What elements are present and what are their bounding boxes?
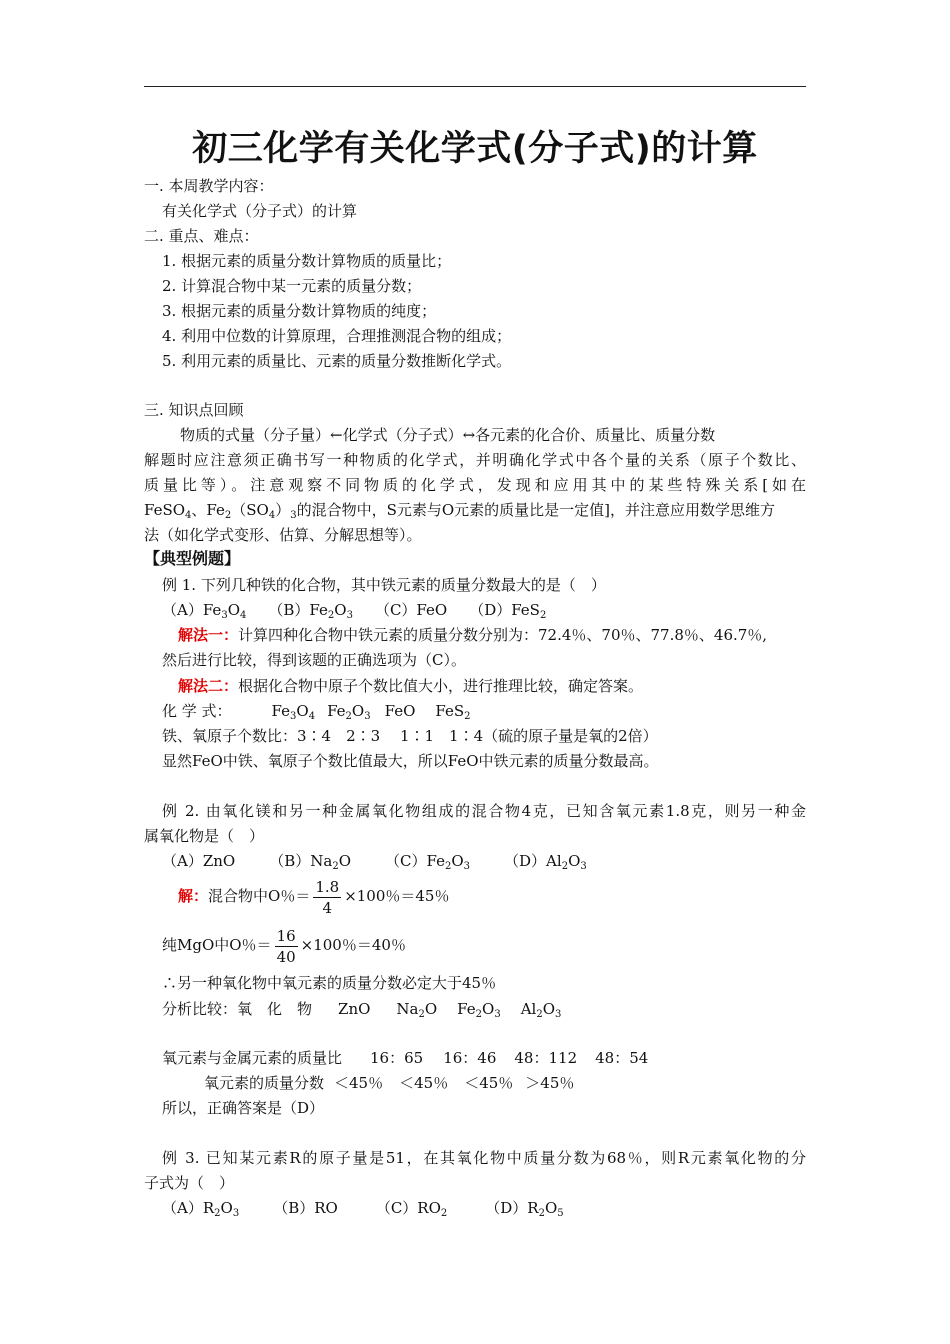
example-3-question-1: 例 3. 已知某元素R的原子量是51，在其氧化物中质量分数为68％，则R元素氧化物的分 [162,1149,806,1167]
example-2-options: （A）ZnO $(B)Na_2O$ $(C)Fe_2O_3$ $(D)Al_2O_3$ [162,852,587,872]
fraction-16-over-40: $\frac{16}{40}$ [276,926,296,966]
example-2-question-1: 例 2. 由氧化镁和另一种金属氧化物组成的混合物4克，已知含氧元素1.8克，则另一种金 [162,802,806,820]
section-2-heading: 二. 重点、难点： [144,227,259,245]
example-1-method-1-cont: 然后进行比较，得到该题的正确选项为（C）。 [162,651,466,669]
header-rule [144,86,806,87]
example-1-question: 例 1. 下列几种铁的化合物，其中铁元素的质量分数最大的是（ ） [162,576,606,594]
example-2-therefore: ∴另一种氧化物中氧元素的质量分数必定大于45％ [162,974,497,992]
example-1-ratio-row: 铁、氧原子个数比：3∶4 2∶3 1∶1 1∶4（硫的原子量是氧的2倍） [162,727,658,745]
review-line-4: FeSO$_4$、$Fe_2(SO_4)_3$的混合物中，S元素与O元素的质量比是一定值]，并注意应用数学思维方 [144,501,776,521]
example-2-question-2: 属氧化物是（ ） [144,827,265,845]
example-3-options: $(A)R_2O_3$ （B）RO $(C)RO_2$ $(D)R_2O_5$ [162,1199,564,1219]
example-2-answer: 所以，正确答案是（D） [162,1099,325,1117]
example-2-mass-fraction: 氧元素的质量分数 ＜45％ ＜45％ ＜45％ ＞45％ [204,1074,575,1092]
typical-examples-heading: 【典型例题】 [144,549,241,568]
key-point-1: 1. 根据元素的质量分数计算物质的质量比； [162,252,452,270]
review-line-1: 物质的式量（分子量）←化学式（分子式）↔各元素的化合价、质量比、质量分数 [180,426,716,444]
example-2-analysis: 分析比较：氧 化 物 ZnO $Na_2O$ $Fe_2O_3$ $Al_2O_3$ [162,1000,562,1020]
review-line-5: 法（如化学式变形、估算、分解思想等）。 [144,526,422,544]
example-2-solution-1: 解：混合物中O％＝ $\frac{1.8}{4}$ ×100％＝45％ [178,877,450,917]
section-1-heading: 一. 本周教学内容： [144,177,274,195]
example-1-method-1: 解法一：计算四种化合物中铁元素的质量分数分别为：72.4％、70％、77.8％、46.7％, [178,626,768,644]
example-2-solution-2: 纯MgO中O％＝ $\frac{16}{40}$ ×100％＝40％ [162,926,406,966]
section-1-content: 有关化学式（分子式）的计算 [162,202,358,220]
review-line-3: 质量比等）。注意观察不同物质的化学式，发现和应用其中的某些特殊关系[如在 [144,476,806,494]
example-1-options: $(A)Fe_3O_4$ $(B)Fe_2O_3$ （C）FeO （D）FeS$_2$ [162,601,547,621]
example-1-formulas-row: 化 学 式： $Fe_3O_4$ $Fe_2O_3$ FeO FeS$_2$ [162,702,471,722]
example-2-mass-ratio: 氧元素与金属元素的质量比 16：65 16：46 48：112 48：54 [162,1049,649,1067]
example-1-conclusion: 显然FeO中铁、氧原子个数比值最大，所以FeO中铁元素的质量分数最高。 [162,752,659,770]
key-point-4: 4. 利用中位数的计算原理，合理推测混合物的组成； [162,327,512,345]
section-3-heading: 三. 知识点回顾 [144,401,244,419]
page-title: 初三化学有关化学式(分子式)的计算 [192,129,758,169]
example-3-question-2: 子式为（ ） [144,1174,235,1192]
key-point-2: 2. 计算混合物中某一元素的质量分数； [162,277,422,295]
key-point-5: 5. 利用元素的质量比、元素的质量分数推断化学式。 [162,352,512,370]
review-line-2: 解题时应注意须正确书写一种物质的化学式，并明确化学式中各个量的关系（原子个数比、 [144,451,806,469]
fraction-1-8-over-4: $\frac{1.8}{4}$ [315,877,340,917]
example-1-method-2: 解法二：根据化合物中原子个数比值大小，进行推理比较，确定答案。 [178,677,644,695]
key-point-3: 3. 根据元素的质量分数计算物质的纯度； [162,302,437,320]
